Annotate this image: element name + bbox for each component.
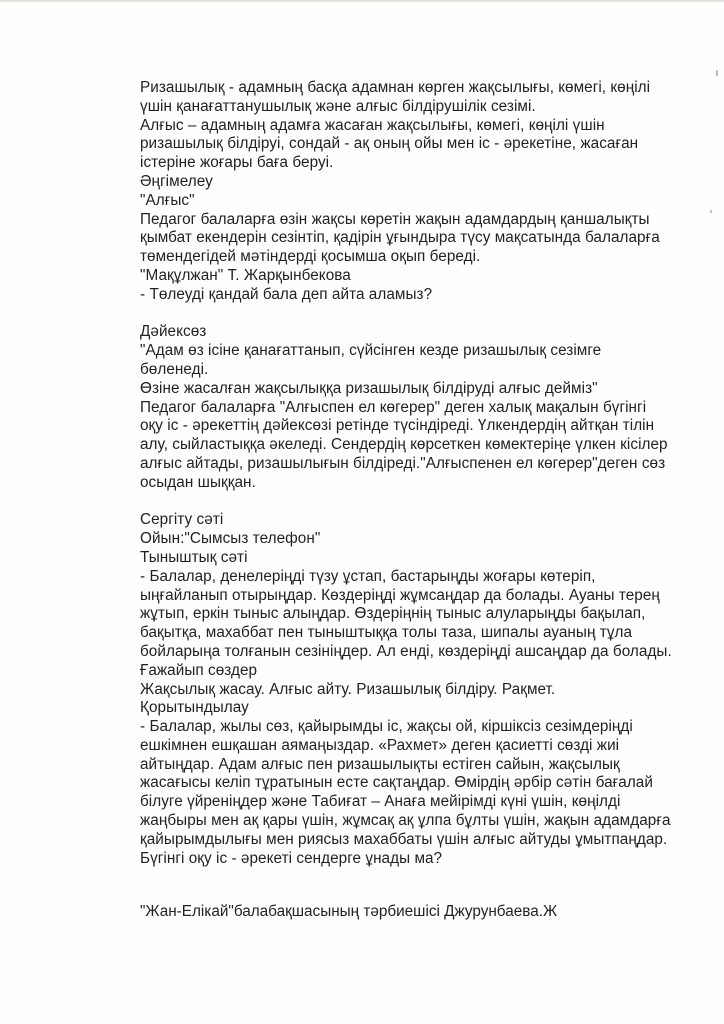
text-line: үшін қанағаттанушылық және алғыс білдірушілік сезімі. xyxy=(140,97,536,115)
text-line: жаңбыры мен ақ қары үшін, жұмсақ ақ ұлпа бұлты үшін, жақын адамдарға xyxy=(140,812,671,830)
text-line: ешкімнен ешқашан аямаңыздар. «Рахмет» деген қасиетті сөзді жиі xyxy=(140,736,620,754)
text-line: білуге үйреніңдер және Табиғат – Анаға мейірімді күні үшін, көңілді xyxy=(140,793,621,811)
text-line: бақытқа, махаббат пен тыныштыққа толы таза, шипалы ауаның тұла xyxy=(140,624,633,642)
text-line: Ғажайып сөздер xyxy=(140,661,258,679)
text-line: "Алғыс" xyxy=(140,191,195,209)
blank-line xyxy=(140,493,700,512)
text-line: - Балалар, денелеріңді түзу ұстап, бастарыңды жоғары көтеріп, xyxy=(140,567,596,585)
text-line: Тыныштық сәті xyxy=(140,548,248,566)
blank-line xyxy=(140,305,700,324)
text-line: оқу іс - әрекеттің дәйексөзі ретінде түсіндіреді. Үлкендердің айтқан тілін xyxy=(140,417,655,435)
scan-edge xyxy=(0,0,724,3)
text-line: Бүгінгі оқу іс - әрекеті сендерге ұнады ма? xyxy=(140,849,443,867)
text-line: ризашылық білдіруі, сондай - ақ оның ойы мен іс - әрекетіне, жасаған xyxy=(140,135,639,153)
scan-speck xyxy=(710,210,712,213)
text-line: Өзіне жасалған жақсылыққа ризашылық білдіруді алғыс дейміз" xyxy=(140,379,598,397)
text-line: алғыс айтады, ризашылығын білдіреді."Алғыспенен ел көгерер"деген сөз xyxy=(140,454,666,472)
text-line: Қорытындылау xyxy=(140,699,249,717)
text-line: - Балалар, жылы сөз, қайырымды іс, жақсы ой, кіршіксіз сезімдеріңді xyxy=(140,718,633,736)
text-line: "Адам өз ісіне қанағаттанып, сүйсінген кезде ризашылық сезімге xyxy=(140,342,602,360)
text-line: бөленеді. xyxy=(140,360,209,378)
text-line: бойларыңа толғанын сезініңдер. Ал енді, көздеріңді ашсаңдар да болады. xyxy=(140,642,672,660)
text-line: Жақсылық жасау. Алғыс айту. Ризашылық білдіру. Рақмет. xyxy=(140,680,556,698)
text-line: айтыңдар. Адам алғыс пен ризашылықты естіген сайын, жақсылық xyxy=(140,755,620,773)
document-body xyxy=(140,79,700,868)
text-line: Әңгімелеу xyxy=(140,172,213,190)
text-line: жұтып, еркін тыныс алыңдар. Өздеріңнің тыныс алуларыңды бақылап, xyxy=(140,605,646,623)
text-line: осыдан шыққан. xyxy=(140,473,256,491)
text-line: істеріне жоғары баға беруі. xyxy=(140,154,334,172)
text-line: Дәйексөз xyxy=(140,323,207,341)
text-line: жасағысы келіп тұратынын есте сақтаңдар. Өмірдің әрбір сәтін бағалай xyxy=(140,774,653,792)
text-line: Ойын:"Сымсыз телефон" xyxy=(140,530,321,548)
text-line: - Төлеуді қандай бала деп айта аламыз? xyxy=(140,285,433,303)
text-line: Сергіту сәті xyxy=(140,511,224,529)
text-line: Педагог балаларға өзін жақсы көретін жақын адамдардың қаншалықты xyxy=(140,210,650,228)
text-line: Алғыс – адамның адамға жасаған жақсылығы, көмегі, көңілі үшін xyxy=(140,116,605,134)
text-line: Ризашылық - адамның басқа адамнан көрген жақсылығы, көмегі, көңілі xyxy=(140,79,651,96)
text-line: төмендегідей мәтіндерді қосымша оқып береді. xyxy=(140,248,481,266)
text-line: алу, сыйластыққа әкеледі. Сендердің көрсеткен көмектеріңе үлкен кісілер xyxy=(140,436,668,454)
scan-speck xyxy=(716,70,718,76)
author-signature-line: "Жан-Елікай"балабақшасының тәрбиешісі Джурунбаева.Ж xyxy=(140,903,558,920)
text-line: Педагог балаларға "Алғыспен ел көгерер" деген халық мақалын бүгінгі xyxy=(140,398,647,416)
text-line: ыңғайланып отырыңдар. Көздеріңді жұмсаңдар да болады. Ауаны терең xyxy=(140,586,660,604)
text-line: қымбат екендерін сезінтіп, қадірін ұғындыра түсу мақсатында балаларға xyxy=(140,229,660,247)
text-line: "Мақұлжан" Т. Жарқынбекова xyxy=(140,266,351,284)
text-line: қайырымдылығы мен риясыз махаббаты үшін алғыс айтуды ұмытпаңдар. xyxy=(140,830,668,848)
